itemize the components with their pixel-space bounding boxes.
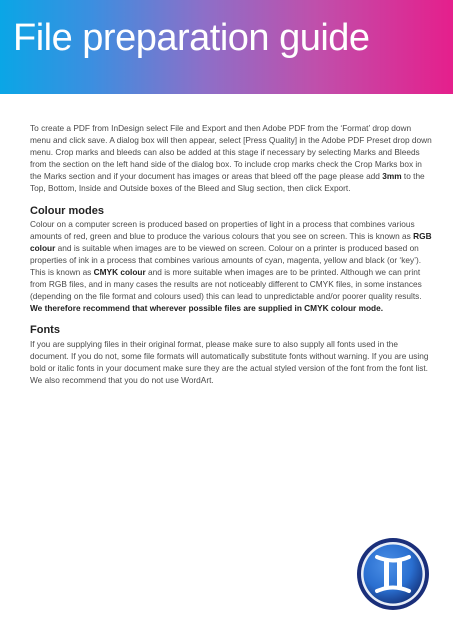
cmyk-recommendation: We therefore recommend that wherever possible files are supplied in CMYK colour mode. xyxy=(30,303,384,314)
colour-text-3: and is more suitable when images are to be printed. Although we can print from RGB files, and in many cases the results are not noticeably different to CMYK files, in some instances (depending on the file format and colours used) this can lead to unpredictable and/or poorer quality results. xyxy=(30,267,422,302)
bleed-size: 3mm xyxy=(382,171,402,182)
guide-content xyxy=(30,122,434,386)
cmyk-colour-term: CMYK colour xyxy=(93,267,146,278)
colour-text-1: Colour on a computer screen is produced based on properties of light in a process that combines various amounts of red, green and blue to produce the various colours that you see on screen. This is known as xyxy=(30,218,415,241)
colour-text-2: and is suitable when images are to be viewed on screen. Colour on a printer is produced based on properties of ink in a process that combines various amounts of cyan, magenta, yellow and black (or ‘key’). This is known as xyxy=(30,242,422,278)
intro-text-2: to the Top, Bottom, Inside and Outside boxes of the Bleed and Slug section, then click Export. xyxy=(30,171,425,194)
gemini-logo-icon xyxy=(356,537,430,611)
header-banner xyxy=(0,0,453,94)
rgb-colour-term: RGB colour xyxy=(30,230,432,253)
page-title: File preparation guide xyxy=(13,17,370,59)
intro-text-1: To create a PDF from InDesign select File and Export and then Adobe PDF from the ‘Format’ drop down menu and click save. A dialog box will then appear, select [Press Quality] in the Adobe PDF Preset drop down menu. Crop marks and bleeds can also be added at this stage if necessary by selecting Marks and Bleeds from the section on the left hand side of the dialog box. To include crop marks check the Crop Marks box in the Marks section and if your document has images or areas that bleed off the page please add xyxy=(30,123,432,182)
colour-modes-paragraph xyxy=(30,218,434,315)
colour-modes-heading: Colour modes xyxy=(30,204,104,217)
intro-paragraph xyxy=(30,122,434,195)
fonts-paragraph: If you are supplying files in their original format, please make sure to also supply all fonts used in the document. If you do not, some file formats will automatically substitute fonts without warning. If you are using bold or italic fonts in your document make sure they are the actual styled version of the font from the font list. We also recommend that you do not use WordArt. xyxy=(30,338,429,385)
fonts-heading: Fonts xyxy=(30,324,60,337)
